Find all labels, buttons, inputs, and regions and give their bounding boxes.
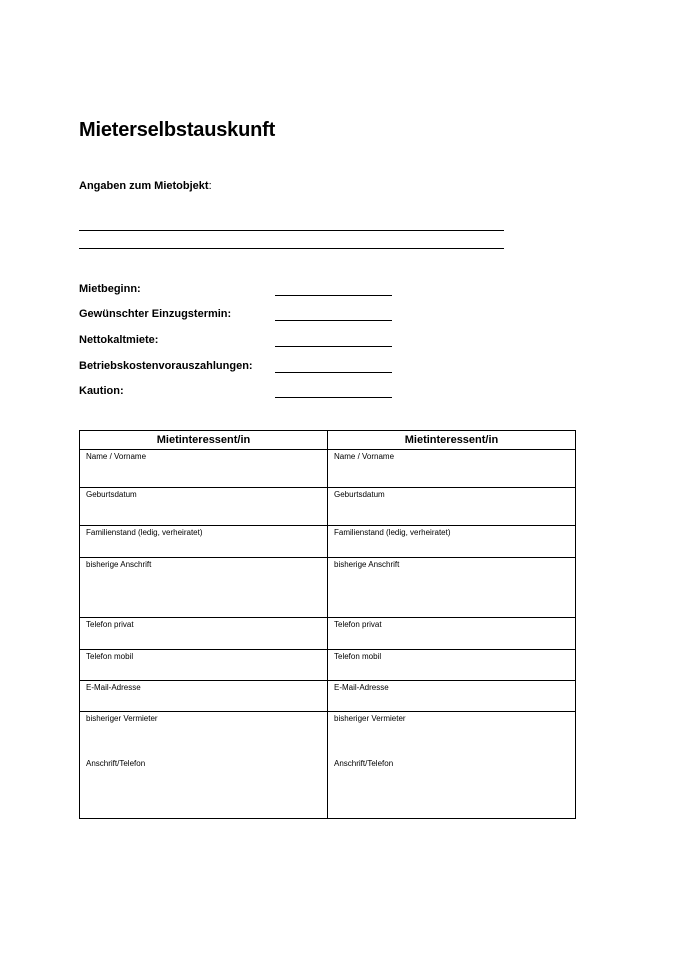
cell-label: Familienstand (ledig, verheiratet) [86, 528, 203, 537]
field-blank[interactable] [275, 346, 392, 347]
field-blank[interactable] [275, 295, 392, 296]
applicant-1-marital-status-cell[interactable] [80, 526, 328, 558]
field-label: Mietbeginn: [79, 283, 141, 295]
cell-label: Telefon mobil [86, 652, 134, 661]
cell-label: E-Mail-Adresse [334, 683, 389, 692]
table-row-birthdate [80, 488, 576, 526]
cell-label: bisheriger Vermieter [334, 714, 406, 723]
cell-label: Telefon privat [334, 620, 382, 629]
table-row-name [80, 450, 576, 488]
applicant-1-previous-landlord-cell[interactable] [80, 712, 328, 819]
column-header-applicant-1: Mietinteressent/in [80, 431, 328, 450]
cell-label: bisheriger Vermieter [86, 714, 158, 723]
column-header-applicant-2: Mietinteressent/in [328, 431, 576, 450]
table-header-row [80, 431, 576, 450]
field-label: Gewünschter Einzugstermin: [79, 308, 232, 320]
cell-sublabel: Anschrift/Telefon [86, 759, 146, 768]
table-row-phone-private [80, 618, 576, 650]
applicant-1-email-cell[interactable] [80, 681, 328, 712]
cell-label: Telefon privat [86, 620, 134, 629]
cell-label: bisherige Anschrift [334, 560, 400, 569]
rental-object-line-2[interactable] [79, 248, 504, 249]
table-row-email [80, 681, 576, 712]
cell-label: Familienstand (ledig, verheiratet) [334, 528, 451, 537]
cell-label: Geburtsdatum [86, 490, 137, 499]
cell-label: Telefon mobil [334, 652, 382, 661]
applicant-1-previous-address-cell[interactable] [80, 558, 328, 618]
field-net-rent [79, 334, 399, 350]
page-title: Mieterselbstauskunft [79, 119, 276, 141]
applicant-2-phone-mobile-cell[interactable] [328, 650, 576, 681]
field-label: Betriebskostenvorauszahlungen: [79, 360, 253, 372]
rental-object-heading [79, 180, 212, 192]
field-blank[interactable] [275, 372, 392, 373]
applicant-2-email-cell[interactable] [328, 681, 576, 712]
cell-label: E-Mail-Adresse [86, 683, 141, 692]
applicant-2-previous-landlord-cell[interactable] [328, 712, 576, 819]
table-row-previous-landlord [80, 712, 576, 819]
applicant-2-marital-status-cell[interactable] [328, 526, 576, 558]
applicant-1-phone-private-cell[interactable] [80, 618, 328, 650]
cell-sublabel: Anschrift/Telefon [334, 759, 394, 768]
field-rental-start [79, 283, 399, 299]
cell-label: Name / Vorname [86, 452, 147, 461]
field-blank[interactable] [275, 320, 392, 321]
table-row-phone-mobile [80, 650, 576, 681]
table-row-marital-status [80, 526, 576, 558]
applicant-2-previous-address-cell[interactable] [328, 558, 576, 618]
rental-object-heading-text: Angaben zum Mietobjekt [79, 180, 209, 192]
cell-label: Geburtsdatum [334, 490, 385, 499]
cell-label: Name / Vorname [334, 452, 395, 461]
applicant-2-name-cell[interactable] [328, 450, 576, 488]
field-label: Kaution: [79, 385, 124, 397]
cell-label: bisherige Anschrift [86, 560, 152, 569]
applicant-table [79, 430, 576, 819]
rental-object-heading-colon: : [208, 180, 212, 192]
field-blank[interactable] [275, 397, 392, 398]
field-label: Nettokaltmiete: [79, 334, 159, 346]
applicant-2-birthdate-cell[interactable] [328, 488, 576, 526]
field-deposit [79, 385, 399, 401]
field-operating-costs [79, 360, 399, 376]
applicant-2-phone-private-cell[interactable] [328, 618, 576, 650]
applicant-1-name-cell[interactable] [80, 450, 328, 488]
applicant-1-birthdate-cell[interactable] [80, 488, 328, 526]
table-row-previous-address [80, 558, 576, 618]
rental-object-line-1[interactable] [79, 230, 504, 231]
applicant-1-phone-mobile-cell[interactable] [80, 650, 328, 681]
field-move-in-date [79, 308, 399, 324]
